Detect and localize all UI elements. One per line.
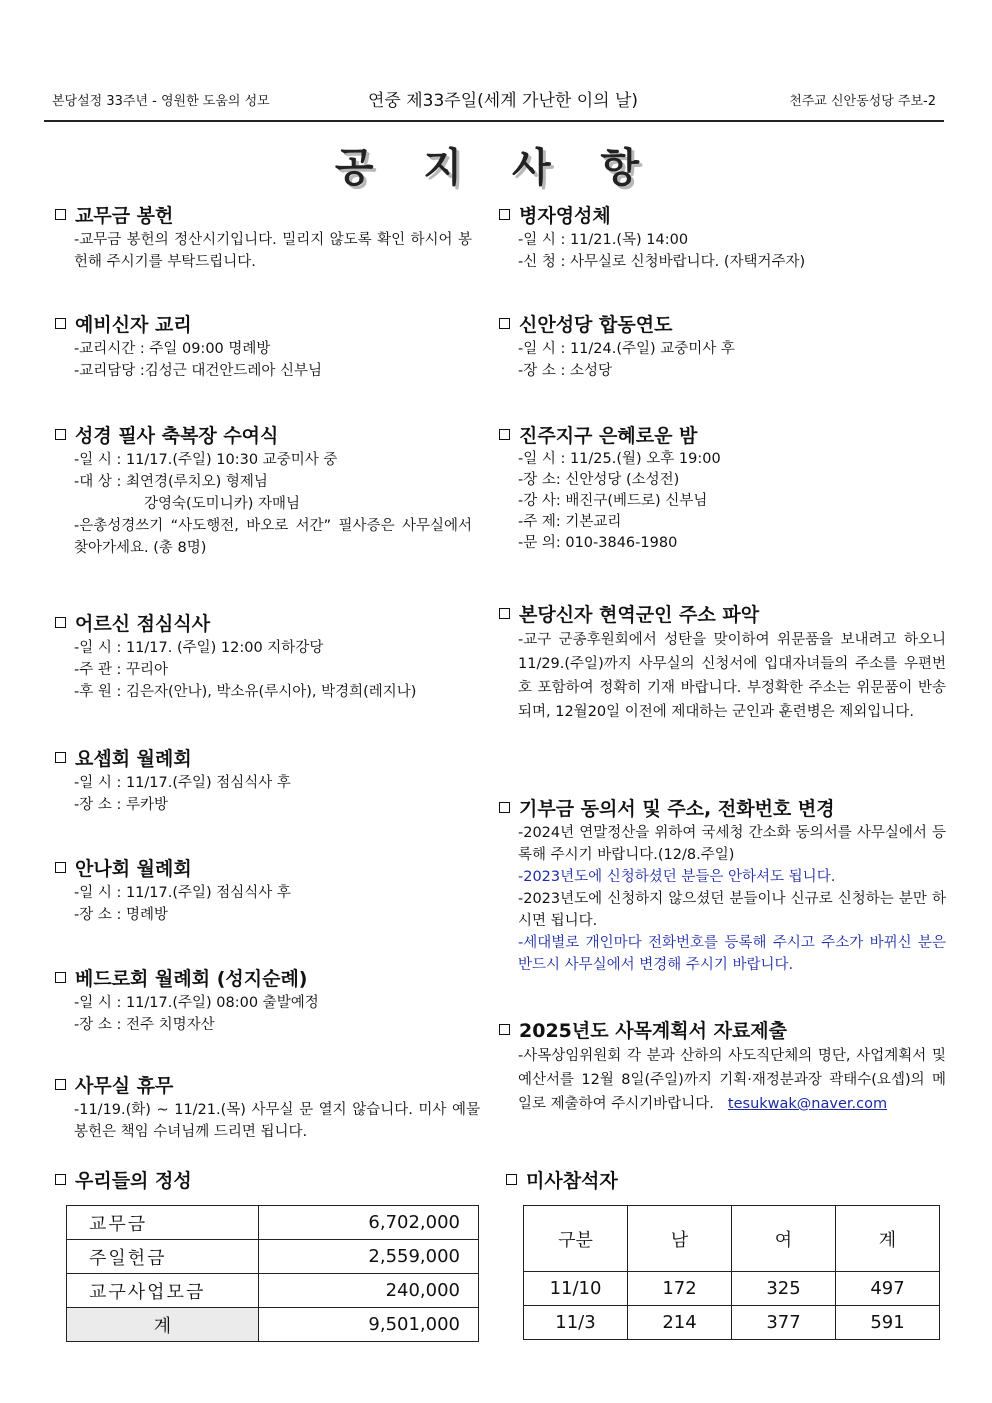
table-row bbox=[67, 1240, 479, 1274]
header-right: 천주교 신안동성당 주보-2 bbox=[789, 94, 936, 109]
table-header-cell: 남 bbox=[628, 1206, 732, 1272]
header-center: 연중 제33주일(세계 가난한 이의 날) bbox=[368, 91, 638, 111]
table-cell: 172 bbox=[628, 1272, 732, 1306]
section-anna-meeting: 안나회 월례회 -일 시 : 11/17.(주일) 점심식사 후 -장 소 : 명례방 bbox=[52, 854, 472, 926]
table-row bbox=[524, 1272, 940, 1306]
table-cell: 325 bbox=[732, 1272, 836, 1306]
section-tithe: 교무금 봉헌 -교무금 봉헌의 정산시기입니다. 밀리지 않도록 확인 하시어 봉헌해 주시기를 부탁드립니다. bbox=[52, 201, 472, 273]
table-row bbox=[67, 1206, 479, 1240]
table-cell-amount: 2,559,000 bbox=[259, 1240, 479, 1274]
section-joseph-meeting: 요셉회 월례회 -일 시 : 11/17.(주일) 점심식사 후 -장 소 : 루카방 bbox=[52, 744, 472, 816]
table-cell: 497 bbox=[836, 1272, 940, 1306]
square-bullet-icon bbox=[499, 1024, 510, 1035]
section-title: 베드로회 월례회 (성지순례) bbox=[52, 964, 472, 990]
section-title: 교무금 봉헌 bbox=[52, 201, 472, 227]
table-cell-amount: 9,501,000 bbox=[259, 1308, 479, 1342]
email-link[interactable]: tesukwak@naver.com bbox=[727, 1096, 888, 1112]
page-header bbox=[44, 86, 944, 122]
section-title: 2025년도 사목계획서 자료제출 bbox=[496, 1016, 946, 1042]
table-header-cell: 계 bbox=[836, 1206, 940, 1272]
square-bullet-icon bbox=[499, 429, 510, 440]
table-cell: 11/3 bbox=[524, 1306, 628, 1340]
table-header-row bbox=[524, 1206, 940, 1272]
section-title: 예비신자 교리 bbox=[52, 310, 472, 336]
section-title: 성경 필사 축복장 수여식 bbox=[52, 421, 472, 447]
square-bullet-icon bbox=[506, 1174, 517, 1185]
page-title: 공 지 사 항 bbox=[334, 145, 658, 191]
square-bullet-icon bbox=[55, 862, 66, 873]
table-cell: 591 bbox=[836, 1306, 940, 1340]
square-bullet-icon bbox=[55, 1174, 66, 1185]
square-bullet-icon bbox=[499, 318, 510, 329]
attendance-table bbox=[523, 1205, 940, 1340]
section-title: 우리들의 정성 bbox=[52, 1166, 192, 1192]
table-cell: 11/10 bbox=[524, 1272, 628, 1306]
section-title: 진주지구 은혜로운 밤 bbox=[496, 421, 946, 447]
section-bible-ceremony: 성경 필사 축복장 수여식 -일 시 : 11/17.(주일) 10:30 교중미사 중 -대 상 : 최연경(루치오) 형제님 강영숙(도미니카) 자매님 -은총성경쓰기 “사도행전, 바오로 서간” 필사증은 사무실에서 찾아가세요. (총 8명) bbox=[52, 421, 472, 559]
table-cell: 377 bbox=[732, 1306, 836, 1340]
square-bullet-icon bbox=[55, 1079, 66, 1090]
section-soldier-address: 본당신자 현역군인 주소 파악 -교구 군종후원회에서 성탄을 맞이하여 위문품을 보내려고 하오니 11/29.(주일)까지 사무실의 신청서에 입대자녀들의 주소를 우편번호 포함하여 정확히 기재 바랍니다. 부정확한 주소는 위문품이 반송되며, 12월20일 이전에 제대하는 군인과 훈련병은 제외입니다. bbox=[496, 600, 946, 724]
square-bullet-icon bbox=[55, 318, 66, 329]
donations-table bbox=[66, 1205, 479, 1342]
square-bullet-icon bbox=[55, 209, 66, 220]
section-title: 신안성당 합동연도 bbox=[496, 310, 946, 336]
table-cell: 214 bbox=[628, 1306, 732, 1340]
square-bullet-icon bbox=[499, 608, 510, 619]
section-sick-communion: 병자영성체 -일 시 : 11/21.(목) 14:00 -신 청 : 사무실로 신청바랍니다. (자택거주자) bbox=[496, 201, 946, 273]
table-row bbox=[67, 1274, 479, 1308]
table-header-cell: 구분 bbox=[524, 1206, 628, 1272]
header-left: 본당설정 33주년 - 영원한 도움의 성모 bbox=[52, 94, 270, 109]
section-title: 어르신 점심식사 bbox=[52, 609, 472, 635]
table-cell-label: 교구사업모금 bbox=[67, 1274, 259, 1308]
section-title: 병자영성체 bbox=[496, 201, 946, 227]
table-cell-label: 주일헌금 bbox=[67, 1240, 259, 1274]
donations-section bbox=[52, 1166, 192, 1192]
square-bullet-icon bbox=[55, 972, 66, 983]
table-row bbox=[67, 1308, 479, 1342]
square-bullet-icon bbox=[55, 752, 66, 763]
table-row bbox=[524, 1306, 940, 1340]
section-title: 요셉회 월례회 bbox=[52, 744, 472, 770]
section-title: 기부금 동의서 및 주소, 전화번호 변경 bbox=[496, 794, 946, 820]
section-office-closed: 사무실 휴무 -11/19.(화) ~ 11/21.(목) 사무실 문 열지 않습니다. 미사 예물봉헌은 책임 수녀님께 드리면 됩니다. bbox=[52, 1071, 480, 1143]
section-title: 안나회 월례회 bbox=[52, 854, 472, 880]
section-title: 사무실 휴무 bbox=[52, 1071, 480, 1097]
section-pastoral-plan: 2025년도 사목계획서 자료제출 -사목상임위원회 각 분과 산하의 사도직단체의 명단, 사업계획서 및 예산서를 12월 8일(주일)까지 기획·재정분과장 곽태수(요셉)의 메일로 제출하여 주시기바랍니다. tesukwak@naver.com bbox=[496, 1016, 946, 1116]
section-grace-night: 진주지구 은혜로운 밤 -일 시 : 11/25.(월) 오후 19:00 -장 소: 신안성당 (소성전) -강 사: 배진구(베드로) 신부님 -주 제: 기본교리 -문 의: 010-3846-1980 bbox=[496, 421, 946, 554]
square-bullet-icon bbox=[499, 209, 510, 220]
table-cell-amount: 240,000 bbox=[259, 1274, 479, 1308]
section-donation-consent: 기부금 동의서 및 주소, 전화번호 변경 -2024년 연말정산을 위하여 국세청 간소화 동의서를 사무실에서 등록해 주시기 바랍니다.(12/8.주일) -2023년도에 신청하셨던 분들은 안하셔도 됩니다. -2023년도에 신청하지 않으셨던 분들이나 신규로 신청하는 분만 하시면 됩니다. -세대별로 개인마다 전화번호를 등록해 주시고 주소가 바뀌신 분은 반드시 사무실에서 변경해 주시기 바랍니다. bbox=[496, 794, 946, 976]
attendance-section bbox=[503, 1166, 618, 1192]
table-cell-label: 계 bbox=[67, 1308, 259, 1342]
table-header-cell: 여 bbox=[732, 1206, 836, 1272]
section-peter-meeting: 베드로회 월례회 (성지순례) -일 시 : 11/17.(주일) 08:00 출발예정 -장 소 : 전주 치명자산 bbox=[52, 964, 472, 1036]
square-bullet-icon bbox=[55, 429, 66, 440]
section-memorial-prayer: 신안성당 합동연도 -일 시 : 11/24.(주일) 교중미사 후 -장 소 : 소성당 bbox=[496, 310, 946, 382]
square-bullet-icon bbox=[499, 802, 510, 813]
table-cell-amount: 6,702,000 bbox=[259, 1206, 479, 1240]
section-catechism: 예비신자 교리 -교리시간 : 주일 09:00 명례방 -교리담당 :김성근 대건안드레아 신부님 bbox=[52, 310, 472, 382]
section-title: 미사참석자 bbox=[503, 1166, 618, 1192]
section-title: 본당신자 현역군인 주소 파악 bbox=[496, 600, 946, 626]
square-bullet-icon bbox=[55, 617, 66, 628]
table-cell-label: 교무금 bbox=[67, 1206, 259, 1240]
section-elder-lunch: 어르신 점심식사 -일 시 : 11/17. (주일) 12:00 지하강당 -주 관 : 꾸리아 -후 원 : 김은자(안나), 박소유(루시아), 박경희(레지나) bbox=[52, 609, 472, 703]
